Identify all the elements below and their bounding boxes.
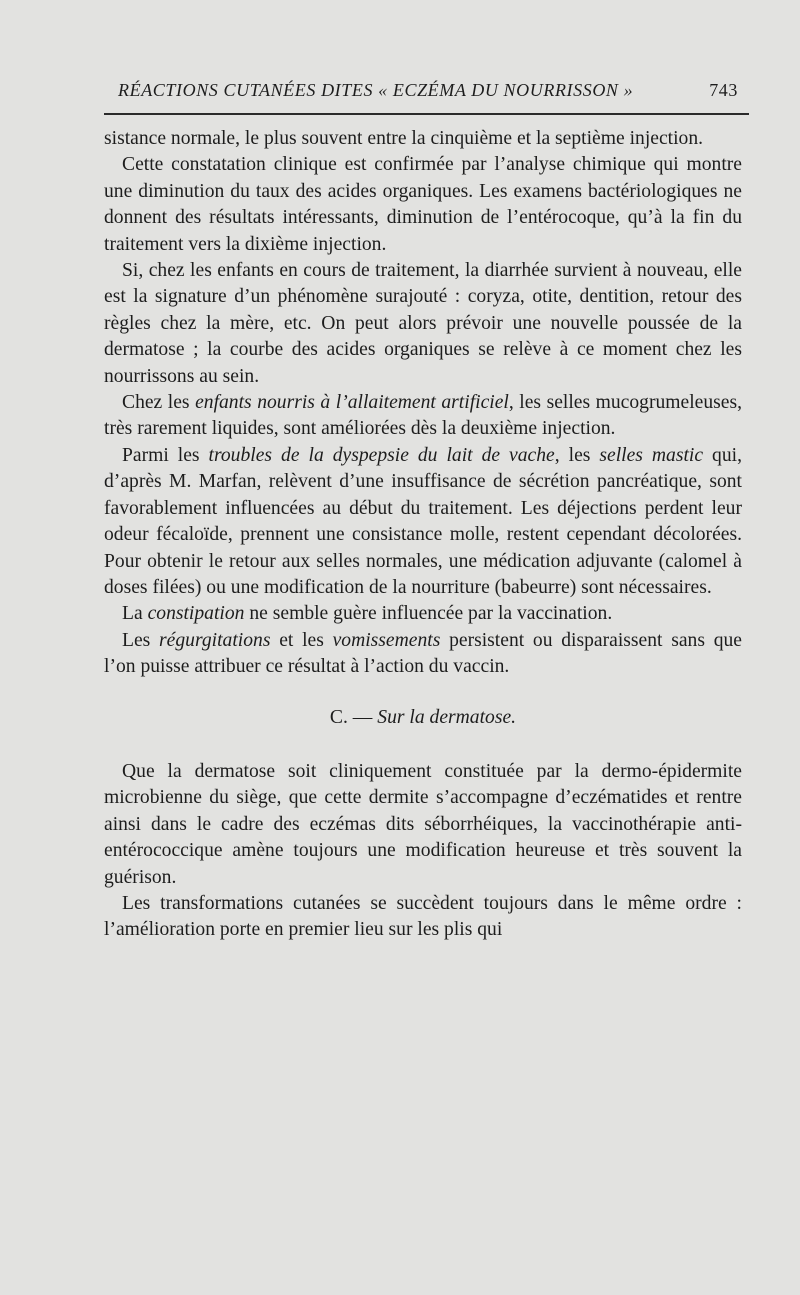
running-title: RÉACTIONS CUTANÉES DITES « ECZÉMA DU NOURRISSON » bbox=[118, 80, 634, 100]
paragraph-4 bbox=[104, 390, 742, 443]
paragraph-6-text-c: ne semble guère influencée par la vaccination. bbox=[244, 603, 613, 625]
body-text bbox=[104, 126, 742, 944]
paragraph-9: Les transformations cutanées se succèdent toujours dans le même ordre : l’amélioration porte en premier lieu sur les plis qui bbox=[104, 892, 742, 941]
paragraph-6-emphasis: constipation bbox=[147, 603, 245, 625]
section-heading-title: Sur la dermatose. bbox=[377, 706, 517, 728]
paragraph-2: Cette constatation clinique est confirmée par l’analyse chimique qui montre une diminution du taux des acides organiques. Les examens bactériologiques ne donnent des résultats intéressants, diminution de l’entérocoque, qu’à la fin du traitement vers la dixième injection. bbox=[104, 154, 742, 255]
paragraph-3: Si, chez les enfants en cours de traitement, la diarrhée survient à nouveau, elle est la signature d’un phénomène surajouté : coryza, otite, dentition, retour des règles chez la mère, etc. On peut alors prévoir une nouvelle poussée de la dermatose ; la courbe des acides organiques se relève à ce moment chez les nourrissons au sein. bbox=[104, 260, 742, 387]
section-heading-c bbox=[104, 705, 742, 731]
paragraph-5-text-c: , les bbox=[554, 444, 600, 466]
paragraph-6-text-a: La bbox=[122, 603, 148, 625]
paragraph-7-text-a: Les bbox=[122, 629, 160, 651]
paragraph-5 bbox=[104, 443, 742, 601]
running-header bbox=[118, 80, 738, 101]
paragraph-5-emphasis-2: selles mastic bbox=[599, 444, 704, 466]
header-rule bbox=[104, 113, 749, 115]
paragraph-7-emphasis-2: vomissements bbox=[332, 629, 441, 651]
paragraph-5-text-a: Parmi les bbox=[122, 444, 209, 466]
paragraph-7 bbox=[104, 628, 742, 681]
page-number: 743 bbox=[709, 80, 738, 100]
paragraph-5-text-e: qui, d’après M. Marfan, relèvent d’une insuffisance de sécrétion pancréatique, sont favorablement influencées au début du traitement. Les déjections perdent leur odeur fécaloïde, prennent une consistance molle, restent cependant décolorées. Pour obtenir le retour aux selles normales, une médication adjuvante (calomel à doses filées) ou une modification de la nourriture (babeurre) sont nécessaires. bbox=[104, 444, 742, 598]
section-heading-prefix: C. — bbox=[329, 706, 378, 728]
paragraph-7-text-c: et les bbox=[270, 629, 333, 651]
paragraph-8: Que la dermatose soit cliniquement constituée par la dermo-épidermite microbienne du siège, que cette dermite s’accompagne d’eczématides et rentre ainsi dans le cadre des eczémas dits séborrhéiques, la vaccinothérapie anti-entérococcique amène toujours une modification heureuse et très souvent la guérison. bbox=[104, 760, 742, 888]
paragraph-7-text-e: persistent ou disparaissent sans que l’on puisse attribuer ce résultat à l’action du vaccin. bbox=[104, 629, 742, 678]
paragraph-4-text-c: , les selles mucogrumeleuses, très rarement liquides, sont améliorées dès la deuxième injection. bbox=[104, 392, 742, 440]
paragraph-5-emphasis-1: troubles de la dyspepsie du lait de vache bbox=[208, 444, 555, 466]
paragraph-4-emphasis: enfants nourris à l’allaitement artificiel bbox=[195, 392, 509, 414]
paragraph-4-text-a: Chez les bbox=[122, 392, 196, 414]
paragraph-1: sistance normale, le plus souvent entre la cinquième et la septième injection. bbox=[104, 128, 704, 149]
paragraph-7-emphasis-1: régurgitations bbox=[159, 629, 271, 651]
paragraph-6 bbox=[104, 601, 742, 627]
